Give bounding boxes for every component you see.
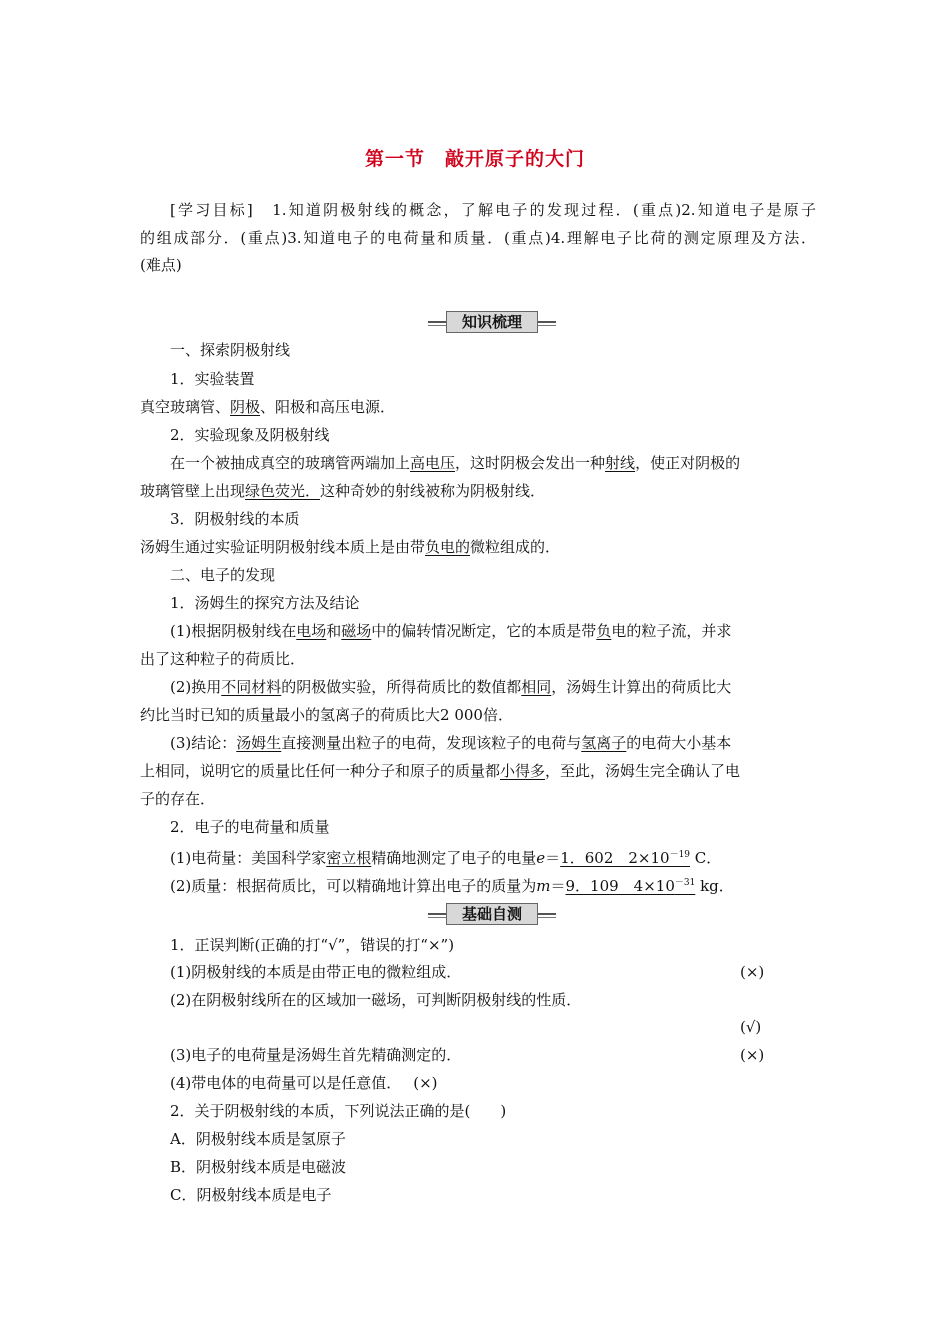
- section-banner-self-test: [428, 902, 556, 926]
- judgement-item: (3)电子的电荷量是汤姆生首先精确测定的．: [170, 1046, 462, 1064]
- subsection-heading: 2．电子的电荷量和质量: [170, 818, 330, 836]
- variable: e: [536, 849, 546, 867]
- text: (1)根据阴极射线在: [170, 622, 297, 640]
- text: 和: [326, 622, 342, 640]
- fill-in-answer: 射线: [605, 454, 636, 472]
- option-c: C．阴极射线本质是电子: [170, 1186, 332, 1204]
- text: 在一个被抽成真空的玻璃管两端加上: [170, 454, 411, 472]
- question-title: 2．关于阴极射线的本质，下列说法正确的是( ): [170, 1102, 507, 1120]
- text: (2)质量：根据荷质比，可以精确地计算出电子的质量为: [170, 877, 537, 895]
- fill-in-answer: [566, 877, 696, 895]
- paragraph-line: [170, 733, 816, 753]
- text: (2)换用: [170, 678, 222, 696]
- judgement-answer: (×): [413, 1074, 438, 1092]
- paragraph-line: [170, 677, 816, 697]
- fill-in-answer: 相同: [521, 678, 552, 696]
- text: 的阴极做实验，所得荷质比的数值都: [281, 678, 522, 696]
- text: ，使正对阴极的: [635, 454, 741, 472]
- text: 、阳极和高压电源．: [260, 398, 396, 416]
- section-heading: 二、电子的发现: [170, 566, 276, 584]
- text: ，这时阴极会发出一种: [455, 454, 606, 472]
- text: (1)电荷量：美国科学家: [170, 849, 327, 867]
- judgement-item: [170, 1073, 816, 1093]
- paragraph-line: 子的存在．: [140, 790, 216, 808]
- fill-in-answer: 不同材料: [221, 678, 282, 696]
- fill-in-answer: 磁场: [341, 622, 372, 640]
- text: (3)结论：: [170, 734, 237, 752]
- fill-in-answer: 阴极: [230, 398, 261, 416]
- unit: C．: [690, 849, 722, 867]
- fill-in-answer: 负: [596, 622, 612, 640]
- fill-in-answer: 负电的: [425, 538, 471, 556]
- paragraph-line: [170, 845, 816, 868]
- text: 真空玻璃管、: [140, 398, 231, 416]
- subsection-heading: 2．实验现象及阴极射线: [170, 426, 330, 444]
- fill-in-answer: 电场: [296, 622, 327, 640]
- text: ＝: [550, 877, 566, 895]
- paragraph-line: [140, 761, 816, 781]
- judgement-item: (1)阴极射线的本质是由带正电的微粒组成．: [170, 963, 462, 981]
- fill-in-answer: 密立根: [326, 849, 372, 867]
- paragraph-line: 出了这种粒子的荷质比．: [140, 650, 306, 668]
- fill-in-answer: 绿色荧光．: [245, 482, 321, 500]
- text: 中的偏转情况断定，它的本质是带: [371, 622, 597, 640]
- text: (4)带电体的电荷量可以是任意值．: [170, 1074, 402, 1092]
- value: 1．602 2×10: [560, 849, 670, 867]
- paragraph-line: 约比当时已知的质量最小的氢离子的荷质比大2 000倍．: [140, 706, 513, 724]
- fill-in-answer: 汤姆生: [236, 734, 282, 752]
- judgement-item: (2)在阴极射线所在的区域加一磁场，可判断阴极射线的性质．: [170, 991, 582, 1009]
- unit: kg．: [695, 877, 734, 895]
- text: 汤姆生通过实验证明阴极射线本质上是由带: [140, 538, 426, 556]
- exponent: －31: [674, 878, 696, 888]
- learning-objectives-line: (难点): [140, 256, 182, 274]
- value: 9．109 4×10: [565, 877, 675, 895]
- paragraph-line: [170, 873, 816, 896]
- paragraph-line: [170, 453, 816, 473]
- learning-objectives-line: [学习目标] 1.知道阴极射线的概念，了解电子的发现过程．(重点)2.知道电子是原子: [170, 201, 816, 219]
- paragraph-line: [140, 537, 816, 557]
- text: 电的粒子流，并求: [611, 622, 732, 640]
- banner-label: 知识梳理: [446, 311, 538, 333]
- text: ，至此，汤姆生完全确认了电: [545, 762, 741, 780]
- option-a: A．阴极射线本质是氢原子: [170, 1130, 346, 1148]
- text: 这种奇妙的射线被称为阴极射线．: [320, 482, 546, 500]
- subsection-heading: 1．汤姆生的探究方法及结论: [170, 594, 360, 612]
- fill-in-answer: 氢离子: [581, 734, 627, 752]
- text: 上相同，说明它的质量比任何一种分子和原子的质量都: [140, 762, 501, 780]
- text: 精确地测定了电子的电量: [371, 849, 537, 867]
- text: ＝: [545, 849, 561, 867]
- text: 玻璃管壁上出现: [140, 482, 246, 500]
- variable: m: [536, 877, 551, 895]
- option-b: B．阴极射线本质是电磁波: [170, 1158, 347, 1176]
- text: ，汤姆生计算出的荷质比大: [551, 678, 732, 696]
- paragraph-line: [140, 481, 816, 501]
- fill-in-answer: [560, 849, 690, 867]
- text: 的电荷大小基本: [626, 734, 732, 752]
- subsection-heading: 3．阴极射线的本质: [170, 510, 300, 528]
- question-title: 1．正误判断(正确的打“√”，错误的打“×”): [170, 936, 455, 954]
- section-banner-knowledge: [428, 310, 556, 334]
- banner-label: 基础自测: [446, 903, 538, 925]
- subsection-heading: 1．实验装置: [170, 370, 255, 388]
- judgement-answer: (×): [740, 963, 765, 981]
- page-title: 第一节 敲开原子的大门: [364, 148, 585, 170]
- text: 微粒组成的．: [470, 538, 561, 556]
- section-heading: 一、探索阴极射线: [170, 341, 291, 359]
- judgement-answer: (√): [740, 1018, 762, 1036]
- text: 直接测量出粒子的电荷，发现该粒子的电荷与: [281, 734, 582, 752]
- paragraph-line: [140, 397, 816, 417]
- paragraph-line: [170, 621, 816, 641]
- learning-objectives-line: 的组成部分．(重点)3.知道电子的电荷量和质量．(重点)4.理解电子比荷的测定原理及方法．: [140, 229, 816, 247]
- fill-in-answer: 高电压: [410, 454, 456, 472]
- judgement-answer: (×): [740, 1046, 765, 1064]
- fill-in-answer: 小得多: [500, 762, 546, 780]
- exponent: －19: [669, 850, 691, 860]
